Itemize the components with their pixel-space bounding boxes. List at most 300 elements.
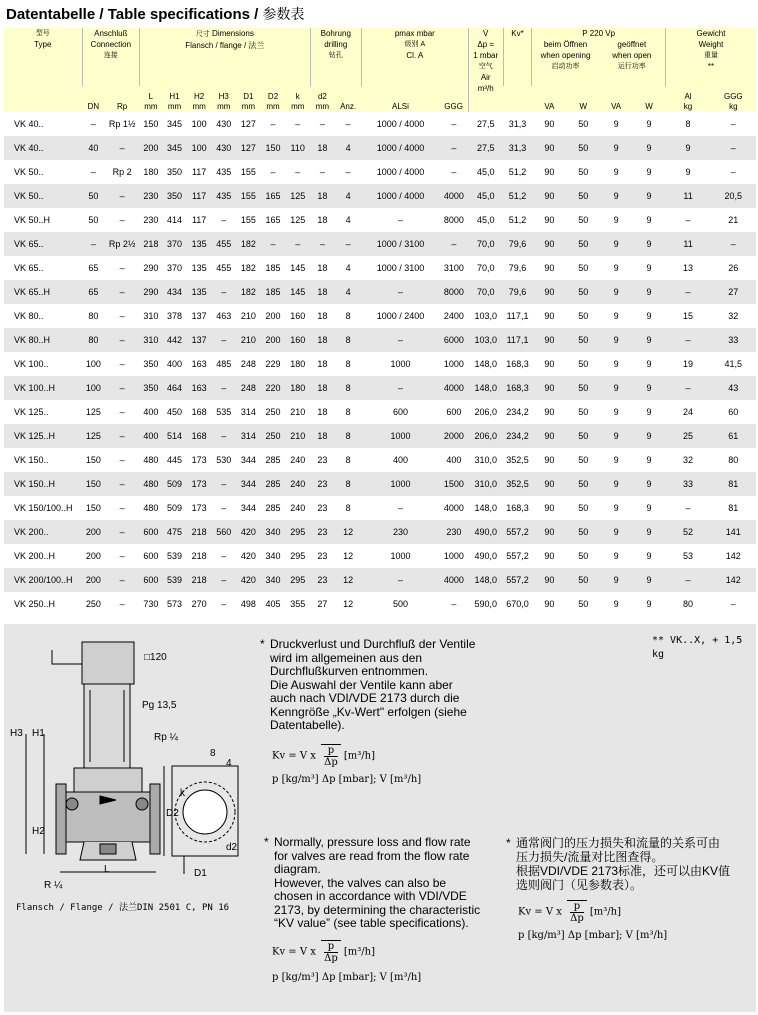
table-cell: 670,0	[506, 599, 529, 609]
table-cell: 145	[285, 280, 310, 304]
table-cell: 9	[633, 520, 666, 544]
table-cell: –	[119, 455, 125, 465]
table-cell: –	[221, 551, 227, 561]
note-cn-line: 通常阀门的压力损失和流量的关系可由	[516, 836, 721, 850]
table-row	[4, 208, 756, 232]
table-cell: –	[295, 167, 301, 177]
table-cell: 51,2	[508, 215, 527, 225]
table-cell: VK 100..	[14, 359, 49, 369]
table-cell: 9	[633, 472, 666, 496]
table-cell: 430	[216, 119, 232, 129]
table-cell: 80	[88, 311, 99, 321]
table-cell: 90	[544, 551, 555, 561]
table-cell: –	[439, 232, 468, 256]
table-cell: VK 50..H	[14, 215, 51, 225]
table-cell: 535	[216, 407, 232, 417]
table-cell: 405	[265, 599, 281, 609]
table-cell: VK 65..H	[4, 280, 82, 304]
table-cell: 600	[140, 520, 163, 544]
table-cell: 155	[240, 167, 256, 177]
table-cell: 50	[567, 328, 600, 352]
table-cell: 557,2	[503, 568, 532, 592]
table-cell: 90	[532, 520, 567, 544]
table-cell: 90	[544, 359, 555, 369]
table-cell: VK 100..H	[4, 376, 82, 400]
table-row	[4, 472, 756, 496]
table-cell: –	[397, 503, 403, 513]
table-cell: 23	[317, 455, 328, 465]
table-cell: –	[119, 311, 125, 321]
table-cell: 50	[567, 424, 600, 448]
table-cell: 103,0	[468, 328, 503, 352]
table-cell: Rp 2½	[105, 232, 140, 256]
table-cell: 4000	[439, 568, 468, 592]
table-cell: 573	[166, 599, 182, 609]
table-cell: VK 80..H	[4, 328, 82, 352]
table-cell: 600	[392, 407, 408, 417]
table-cell: 8	[345, 311, 351, 321]
label-d1: D1	[194, 868, 207, 879]
table-cell: –	[270, 167, 276, 177]
table-cell: 50	[578, 359, 589, 369]
table-cell: 455	[216, 263, 232, 273]
table-cell: 344	[240, 503, 256, 513]
hdr2-w2: W	[633, 86, 666, 112]
table-cell: 8	[345, 503, 351, 513]
table-cell: 90	[544, 119, 555, 129]
table-cell: VK 40..	[4, 136, 82, 160]
hdr2-bd2-name: d2	[317, 92, 327, 101]
table-cell: 155	[236, 184, 261, 208]
table-cell: 310,0	[474, 455, 497, 465]
drain-plug	[100, 844, 116, 854]
table-cell: 400	[392, 455, 408, 465]
table-cell: 18	[317, 359, 328, 369]
formula-en	[272, 940, 375, 964]
table-cell: 50	[578, 263, 589, 273]
table-cell: 11	[665, 232, 710, 256]
table-cell: 600	[446, 407, 462, 417]
table-cell: –	[730, 599, 736, 609]
hdr-flow-1: V̇	[483, 29, 489, 38]
hdr-bohr-cn: 钻孔	[328, 52, 343, 59]
table-cell: 90	[544, 599, 555, 609]
table-cell: 45,0	[468, 184, 503, 208]
table-cell: 8	[335, 376, 362, 400]
table-cell: 12	[343, 551, 354, 561]
table-cell: 600	[143, 551, 159, 561]
table-row	[4, 328, 756, 352]
table-cell: 290	[140, 280, 163, 304]
table-cell: 557,2	[506, 551, 529, 561]
table-cell: 100	[82, 376, 105, 400]
table-cell: 135	[187, 280, 212, 304]
table-cell: 539	[162, 568, 187, 592]
hdr2-h1-name: H1	[169, 92, 180, 101]
hdr2-h2-name: H2	[194, 92, 205, 101]
table-cell: 45,0	[476, 215, 495, 225]
table-cell: 50	[567, 280, 600, 304]
table-cell: –	[439, 136, 468, 160]
table-cell: –	[119, 263, 125, 273]
table-cell: 117	[187, 184, 212, 208]
table-cell: 52	[665, 520, 710, 544]
hdr2-l-unit: mm	[144, 102, 158, 111]
table-cell: 13	[683, 263, 694, 273]
table-cell: –	[295, 119, 301, 129]
table-cell: 125	[85, 407, 101, 417]
table-cell: 498	[240, 599, 256, 609]
hdr2-d2-name: D2	[267, 92, 279, 101]
formula-kv: Kv = V x	[272, 750, 316, 762]
hdr2-l	[140, 86, 163, 112]
table-cell: 9	[633, 424, 666, 448]
note-en-line: 2173, by determining the characteristic	[274, 902, 481, 917]
table-cell: 1000	[361, 424, 439, 448]
table-cell: 295	[290, 551, 306, 561]
formula-unit: [m³/h]	[343, 750, 376, 762]
table-cell: 90	[532, 328, 567, 352]
table-cell: 295	[285, 568, 310, 592]
table-cell: 81	[711, 472, 756, 496]
table-cell: 230	[143, 215, 159, 225]
table-cell: 445	[166, 455, 182, 465]
table-cell: –	[345, 167, 351, 177]
table-cell: 19	[683, 359, 694, 369]
table-cell: –	[319, 167, 325, 177]
table-cell: 1000	[390, 551, 411, 561]
note-de-star: *	[260, 637, 265, 651]
table-cell: 310,0	[468, 472, 503, 496]
table-cell: 125	[82, 424, 105, 448]
table-cell: 135	[191, 263, 207, 273]
table-cell: 90	[544, 215, 555, 225]
table-cell: 4	[335, 136, 362, 160]
table-cell: VK 200/100..H	[4, 568, 82, 592]
table-cell: 230	[439, 520, 468, 544]
table-cell: 90	[532, 232, 567, 256]
table-cell: 400	[140, 424, 163, 448]
table-cell: VK 125..	[14, 407, 49, 417]
table-cell: 150	[261, 136, 286, 160]
table-cell: VK 250..H	[14, 599, 56, 609]
table-cell: 9	[633, 376, 666, 400]
table-cell: 230	[140, 184, 163, 208]
formula-unit: [m³/h]	[343, 946, 376, 958]
table-cell: 27,5	[476, 119, 495, 129]
hdr-flow-4: 空气	[478, 63, 493, 70]
table-cell: 8000	[443, 215, 464, 225]
table-cell: –	[221, 215, 227, 225]
hdr2-dn: DN	[82, 86, 105, 112]
valve-neck	[74, 768, 142, 792]
table-cell: 600	[140, 568, 163, 592]
table-cell: –	[665, 568, 710, 592]
hdr2-rp: Rp	[105, 86, 140, 112]
table-cell: 310	[140, 328, 163, 352]
title-cn: 参数表	[262, 6, 305, 22]
table-cell: 50	[578, 215, 589, 225]
table-cell: 180	[290, 359, 306, 369]
table-cell: 2400	[443, 311, 464, 321]
table-cell: 150	[143, 119, 159, 129]
hdr-weight-de: Gewicht	[696, 29, 726, 38]
table-cell: 50	[567, 472, 600, 496]
table-cell: 344	[240, 455, 256, 465]
table-cell: –	[105, 568, 140, 592]
table-cell: 50	[578, 599, 589, 609]
table-cell: 9	[646, 599, 652, 609]
label-dd2: d2	[226, 842, 238, 853]
table-cell: 23	[310, 520, 335, 544]
table-cell: 9	[600, 328, 633, 352]
table-cell: 50	[578, 311, 589, 321]
table-cell: 165	[261, 184, 286, 208]
table-cell: 206,0	[474, 407, 497, 417]
table-cell: 218	[187, 520, 212, 544]
table-row	[4, 520, 756, 544]
note-cn-line: 压力损失/流量对比图查得。	[516, 850, 664, 864]
table-cell: 350	[140, 376, 163, 400]
note-de-line: Datentabelle).	[270, 718, 345, 732]
table-cell: 9	[600, 184, 633, 208]
table-cell: –	[711, 232, 756, 256]
table-cell: 31,3	[508, 119, 527, 129]
table-cell: 455	[211, 232, 236, 256]
table-cell: 463	[216, 311, 232, 321]
table-cell: 9	[646, 215, 652, 225]
table-cell: 79,6	[503, 280, 532, 304]
table-cell: 21	[728, 215, 739, 225]
hdr2-bd2-unit: mm	[315, 102, 330, 111]
table-cell: 18	[310, 184, 335, 208]
hdr-bohr-en: drilling	[324, 40, 348, 49]
hdr-kv-label: Kv*	[511, 29, 524, 38]
hdr2-d1	[236, 86, 261, 112]
table-cell: 200	[261, 328, 286, 352]
table-cell: 168	[191, 407, 207, 417]
table-cell: 50	[578, 167, 589, 177]
table-cell: 90	[532, 136, 567, 160]
table-cell: 25	[665, 424, 710, 448]
spec-table	[4, 28, 756, 616]
table-cell: 200	[265, 311, 281, 321]
table-cell: 27	[317, 599, 328, 609]
flange-right	[150, 784, 160, 854]
hdr2-k-name: k	[295, 92, 300, 101]
table-cell: 32	[683, 455, 694, 465]
table-row	[4, 136, 756, 160]
weight-note: ** VK..X, + 1,5 kg	[652, 635, 743, 660]
label-square: □120	[144, 652, 167, 663]
hdr-open-cn: 启动功率	[551, 63, 580, 70]
table-cell: 148,0	[468, 568, 503, 592]
hdr-weight	[665, 28, 756, 86]
table-cell: 155	[240, 215, 256, 225]
table-cell: 32	[728, 311, 739, 321]
table-cell: 420	[236, 520, 261, 544]
table-cell: VK 65..	[4, 232, 82, 256]
hdr2-wggg-name: GGG	[723, 92, 743, 101]
table-cell: 150	[85, 455, 101, 465]
formula-de	[272, 744, 375, 768]
table-cell: 163	[191, 359, 207, 369]
table-cell: 250	[261, 424, 286, 448]
label-r: R ¼	[44, 880, 63, 891]
hdr-open-de: beim Öffnen	[543, 40, 588, 49]
table-cell: 400	[143, 407, 159, 417]
table-cell: 165	[265, 215, 281, 225]
drawing-line	[52, 650, 82, 664]
table-cell: 125	[285, 184, 310, 208]
table-cell: 464	[162, 376, 187, 400]
table-row	[4, 280, 756, 304]
table-cell: 8000	[439, 280, 468, 304]
table-cell: –	[105, 136, 140, 160]
hdr-flow-2: Δp =	[477, 40, 495, 49]
table-body	[4, 112, 756, 616]
table-cell: 378	[166, 311, 182, 321]
table-cell: –	[665, 328, 710, 352]
table-cell: 345	[162, 136, 187, 160]
table-cell: 9	[613, 359, 619, 369]
note-en-line: However, the valves can also be	[274, 875, 447, 890]
table-cell: 70,0	[468, 280, 503, 304]
table-cell: –	[335, 232, 362, 256]
table-cell: 81	[728, 503, 739, 513]
hdr2-alsi: ALSi	[361, 86, 439, 112]
table-cell: 350	[166, 167, 182, 177]
hdr-dim-cn: 尺寸	[195, 31, 210, 38]
table-cell: 26	[728, 263, 739, 273]
table-cell: 229	[265, 359, 281, 369]
table-cell: 180	[285, 376, 310, 400]
hdr2-al-unit: kg	[683, 102, 693, 111]
table-cell: 185	[265, 263, 281, 273]
note-de-line: Durchflußkurven entnommen.	[270, 664, 429, 678]
table-cell: 90	[532, 184, 567, 208]
table-cell: –	[105, 472, 140, 496]
table-cell: 9	[646, 167, 652, 177]
table-cell: 168,3	[506, 359, 529, 369]
table-cell: 434	[162, 280, 187, 304]
table-cell: Rp 1½	[108, 119, 136, 129]
table-cell: 9	[633, 328, 666, 352]
table-cell: 539	[166, 551, 182, 561]
table-cell: 420	[240, 551, 256, 561]
table-row	[4, 184, 756, 208]
hdr-type	[4, 28, 82, 86]
table-row	[4, 496, 756, 520]
hdr2-h3-unit: mm	[217, 102, 231, 111]
table-cell: 9	[600, 568, 633, 592]
hdr2-h3	[211, 86, 236, 112]
table-cell: 137	[187, 328, 212, 352]
hdr-weight-en: Weight	[698, 40, 724, 49]
table-cell: 220	[261, 376, 286, 400]
table-cell: 355	[290, 599, 306, 609]
table-cell: 8	[335, 424, 362, 448]
table-cell: 240	[290, 455, 306, 465]
table-cell: –	[319, 119, 325, 129]
hdr-type-cn: 型号	[35, 30, 50, 37]
table-cell: VK 50..	[4, 184, 82, 208]
table-cell: –	[685, 503, 691, 513]
table-cell: 148,0	[474, 359, 497, 369]
table-cell: 420	[236, 568, 261, 592]
table-cell: 100	[85, 359, 101, 369]
table-cell: 4000	[439, 184, 468, 208]
table-cell: 50	[88, 215, 99, 225]
table-cell: 41,5	[724, 359, 743, 369]
table-cell: 23	[310, 472, 335, 496]
note-de-line: Die Auswahl der Ventile kann aber	[270, 677, 453, 692]
hdr2-h1	[162, 86, 187, 112]
table-cell: 400	[166, 359, 182, 369]
table-cell: 200	[82, 568, 105, 592]
table-cell: 9	[613, 119, 619, 129]
table-cell: 23	[317, 503, 328, 513]
table-cell: –	[361, 328, 439, 352]
hdr2-h3-name: H3	[218, 92, 229, 101]
table-row	[4, 232, 756, 256]
table-cell: VK 150..H	[4, 472, 82, 496]
label-h1: H1	[32, 728, 45, 739]
table-cell: 250	[265, 407, 281, 417]
table-cell: 150	[85, 503, 101, 513]
table-cell: 9	[613, 263, 619, 273]
table-cell: –	[211, 376, 236, 400]
hdr-dim-en: Flansch / flange / 法兰	[185, 41, 265, 50]
table-cell: 51,2	[503, 184, 532, 208]
note-en-line: Normally, pressure loss and flow rate	[274, 835, 471, 849]
table-cell: 1000 / 4000	[376, 167, 425, 177]
table-cell: 9	[600, 424, 633, 448]
table-cell: 4000	[439, 376, 468, 400]
hdr2-wggg-unit: kg	[729, 102, 738, 111]
table-cell: 350	[162, 184, 187, 208]
table-cell: 90	[532, 424, 567, 448]
table-cell: 182	[236, 280, 261, 304]
table-cell: 18	[310, 376, 335, 400]
table-cell: 730	[143, 599, 159, 609]
table-cell: –	[119, 551, 125, 561]
table-cell: 142	[711, 568, 756, 592]
hdr-opened-cn: 运行功率	[617, 63, 646, 70]
table-cell: 1000	[443, 551, 464, 561]
flange-left	[56, 784, 66, 854]
table-cell: 135	[187, 232, 212, 256]
table-cell: 50	[567, 184, 600, 208]
table-cell: 200	[140, 136, 163, 160]
hdr-flow-6: m³/h	[477, 84, 494, 93]
table-cell: 9	[633, 232, 666, 256]
table-cell: 8	[345, 455, 351, 465]
table-cell: 1000 / 3100	[361, 232, 439, 256]
table-cell: 2000	[439, 424, 468, 448]
table-cell: 340	[265, 551, 281, 561]
header-row-units	[4, 86, 756, 112]
hdr-conn-en: Connection	[90, 40, 132, 49]
table-cell: 6000	[439, 328, 468, 352]
label-d2: D2	[166, 808, 179, 819]
table-cell: –	[90, 167, 96, 177]
table-cell: 285	[261, 472, 286, 496]
table-cell: 240	[285, 472, 310, 496]
table-cell: 352,5	[506, 455, 529, 465]
table-cell: 70,0	[476, 263, 495, 273]
hdr-weight-cn: 重量	[703, 52, 718, 59]
